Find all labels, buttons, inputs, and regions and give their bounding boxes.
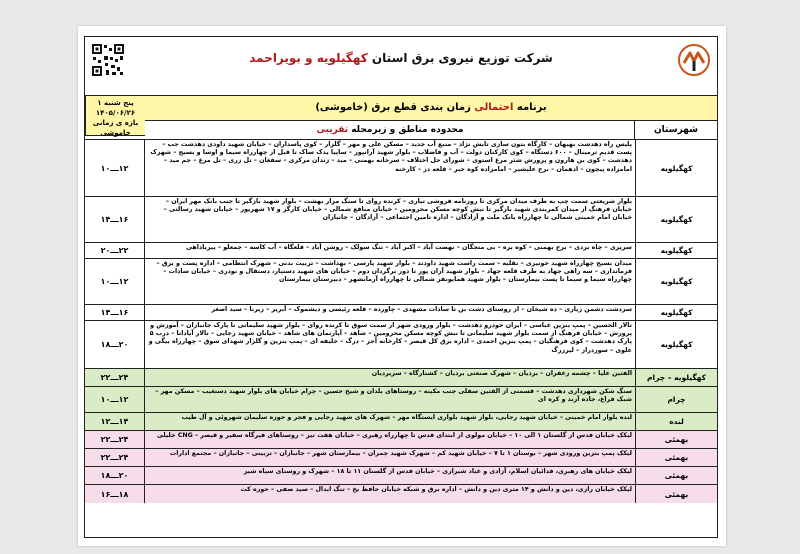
city-column-header: شهرستان: [634, 121, 717, 139]
row-time: ۲۴ـــ۲۲: [85, 431, 145, 448]
row-city: لنده: [635, 413, 717, 430]
row-areas: بلوار شریعتی سمت چپ به طرف میدان مرکزی تا روزنامه فروشی تباری – کرنده روای تا سنگ مزار بهشت – بلوار شهید بازگیر تا جنب بانک مهر ایران – خیابان فرهنگ از میدان کمربندی شهید بازگیر تا نبش کوچه مسکن محرومین – خیابان منافع شمالی – خیابان کارگر و ۱۷ شهریور – خیابان شهید رسالتی – خیابان امام خمینی شمالی تا چهارراه بانک ملت و آزادگان – اداره تامین اجتماعی – آزادگان – جانبازان: [163, 198, 632, 222]
row-city: بهمئی: [635, 467, 717, 484]
row-time: ۱۲ـــ۱۰: [85, 259, 145, 304]
row-time: ۲۲ـــ۲۰: [85, 243, 145, 258]
row-areas: لیکک خیابان فدس از گلستان ۱ الی ۱۰ – خیابان مولوی از ابتدای فدس تا چهارراه رهبری – خیابان هفت تیر – روستاهای فیرگاه سفیر و قیصر – CNG خلیلی: [156, 432, 632, 439]
row-areas: میدان بسیج چهارراه شهید خونیری – نقلیه – سمت راست شهید داودند – بلوار شهید پارسی – بهداشت – تربیت بدنی – شهرک انتظامی – اداره پست و برق – فرمانداری – سه راهی جهاد به طرف قلعه جهاد – بلوار شهید آران پور تا دور برگردان دوم – خیابان های شهید دستیار، دستقال و نودری – خیابان سادات – چهارراه سیما و سیما تا پست بیمارستان – بلوار شهید همایونفر شمالی تا چهارراه آرمانشهر – دبیرستان بیمارستان: [156, 260, 632, 284]
area-column-header-prefix: محدوده مناطق و زیرمحله: [351, 125, 464, 135]
row-time: ۱۸ـــ۱۶: [85, 485, 145, 503]
row-city: کهگیلویه: [635, 259, 717, 304]
row-areas: لنده بلوار امام خمینی – خیابان شهید رجایی، بلوار شهید بلواری ایستگاه مهر – شهرک های شهید رجایی و فجر و حوزه سلیمان شهروئی و آل طیب: [181, 414, 632, 421]
row-city: کهگیلویه: [635, 321, 717, 368]
table-row: [85, 259, 717, 305]
table-row: [85, 485, 717, 503]
row-time: ۲۴ـــ۲۲: [85, 369, 145, 386]
row-time: ۱۴ـــ۱۲: [85, 413, 145, 430]
row-time: ۲۰ـــ۱۸: [85, 467, 145, 484]
row-city: بهمئی: [635, 449, 717, 466]
date-label: ۱۴۰۵/۰۶/۲۶: [95, 109, 136, 117]
row-city: بهمئی: [635, 431, 717, 448]
row-city: کهگیلویه – چرام: [635, 369, 717, 386]
document-sheet: [78, 26, 726, 546]
table-row: [85, 140, 717, 197]
row-areas: الفتین علیا – چشمه زعفران – بردیان – شهرک صنعتی بردیان – کشتارگاه – سریردیان: [371, 370, 632, 377]
row-time: ۱۲ـــ۱۰: [85, 387, 145, 412]
table-row: [85, 387, 717, 413]
table-row: [85, 243, 717, 259]
program-title-highlight: احتمالی: [474, 102, 514, 113]
row-areas: لیکک خیابان رازی، دین و دانش و ۱۴ متری دین و دانش – اداره برق و شبکه خیابان حافظ یخ – تنگ ابدال – سید صفی – حوزه کت: [240, 486, 632, 493]
row-areas: سریری – چاه بردی – برج بهمنی – کوه بره – بی متجگان – نهضت آباد – اکبر آباد – تنگ سولک – روشن آباد – قلعگاه – آب کاسه – جمعلو – پیرباداهی: [185, 244, 632, 251]
program-title-suffix: زمان بندی قطع برق (خاموشی): [315, 102, 471, 113]
program-title-prefix: برنامه: [516, 102, 547, 113]
row-city: کهگیلویه: [635, 243, 717, 258]
column-header-row: [85, 121, 717, 140]
company-title-prefix: شرکت توزیع نیروی برق استان: [371, 51, 553, 65]
row-time: ۲۰ـــ۱۸: [85, 321, 145, 368]
row-city: چرام: [635, 387, 717, 412]
table-row: [85, 305, 717, 321]
table-row: [85, 321, 717, 369]
row-areas: پلیس راه دهدشت بهبهان – کارگاه بتون سازی تابش نژاد – منبع آب جدید – مسکن علی و مهر – گلزار – کوی پاسداران – خیابان شهید داودی دهدشت جب – پست قدیم ترمینال – ۶۰۰ دستگاه – کوی کارکنان دولت – آب و فاضلاب – بلوار شهید آرانپور – ساپیا یدک ساک تا قبل از چهارراه سیما و اوسا و بسیج – شهرک دهدشت – کوی بن هارون و پرورش شتر مرغ استوی – شورای حل اختلاف – سرخانه بهمنی – مید – زندان مرکزی – سفغان – تل زری – تل مرغ – جم مید – امامزاده پیچون – ادهمان – برج علیشیر – امامزاده کوه جبر – قلعه دز – کارخنه: [150, 141, 632, 173]
company-logo-icon: [677, 43, 711, 77]
row-time: ۱۶ـــ۱۴: [85, 305, 145, 320]
day-label: پنج شنبه ۱: [97, 99, 134, 107]
program-title: [145, 96, 717, 120]
table-row: [85, 467, 717, 485]
company-title: [155, 51, 647, 65]
qr-code-icon: [91, 43, 125, 77]
table-row: [85, 413, 717, 431]
table-row: [85, 431, 717, 449]
row-areas: سردشت دشمن زیاری – ده شیخان – از روستای دشت بن تا سادات مشهدی – چاورده – قلعه رئیسی و دیشموک – آبریز – زیرنا – سید اصغر: [211, 306, 632, 313]
outage-schedule-table: [84, 36, 718, 538]
row-areas: لیکک پمپ بنزین ورودی شهر – بوستان ۱ تا ۷ – خیابان شهید کم – شهرک شهید چمران – بیمارستان شهر – جانبازان – تربیتی – جانبازان – مجتمع ادارات: [169, 450, 632, 457]
row-time: ۲۴ـــ۲۲: [85, 449, 145, 466]
row-areas: تالار الحسین – پمپ بنزین عباسی – ایران خودرو دهدشت – بلوار ورودی شهر از سمت سوق تا کرنده روای – بلوار شهید سلیمانی تا پارک جانبازان – آموزش و پرورش – خیابان فرهنگ از سمت بلوار شهید سلیمانی تا نبش کوچه مسکن محرومین – شاهد – آپارتمان های شاهد – خیابان شهید رجایی – تالار آپادانا – درب ۵ پارک دهدشت – کوی فرهنگیان – پمپ بنزین احمدی – اداره برق کل قیصر – کارخانه آجر – درگ – خلیفه ای – پمپ بنزین و گلزار شهدای سوق – چهارراه بیگی و علوی – سوردراز – لیرزرگ: [148, 322, 632, 354]
table-row: [85, 197, 717, 243]
area-column-header-highlight: تقریبی: [316, 125, 349, 135]
table-row: [85, 369, 717, 387]
row-city: کهگیلویه: [635, 305, 717, 320]
row-time: ۱۶ـــ۱۴: [85, 197, 145, 242]
time-column-header-line1: بازه ی زمانی: [92, 119, 139, 127]
document-header: [85, 37, 717, 96]
company-title-province: کهگیلویه و بویراحمد: [249, 51, 368, 65]
time-column-header-line2: خاموشی: [100, 129, 131, 137]
row-city: بهمئی: [635, 485, 717, 503]
row-city: کهگیلویه: [635, 140, 717, 196]
area-column-header: [145, 121, 635, 139]
table-row: [85, 449, 717, 467]
row-city: کهگیلویه: [635, 197, 717, 242]
row-time: ۱۲ـــ۱۰: [85, 140, 145, 196]
row-areas: سنگ شکن شهرداری دهدشت – قسمتی از الفتین سفلی جنب مکینه – روستاهای بلدان و شیخ حسین – چرام خیابان های بلوار شهید دستغیب – مسکن مهر – شبک فراغ، جاده آرند و کره ای: [155, 388, 632, 404]
row-areas: لیکک خیابان های رهبری، فدائیان اسلام، آزادی و عباد شیرازی – خیابان فدس از گلستان ۱۱ تا ۱۸ – شهرک و روستای سیاه شیر: [243, 468, 632, 475]
